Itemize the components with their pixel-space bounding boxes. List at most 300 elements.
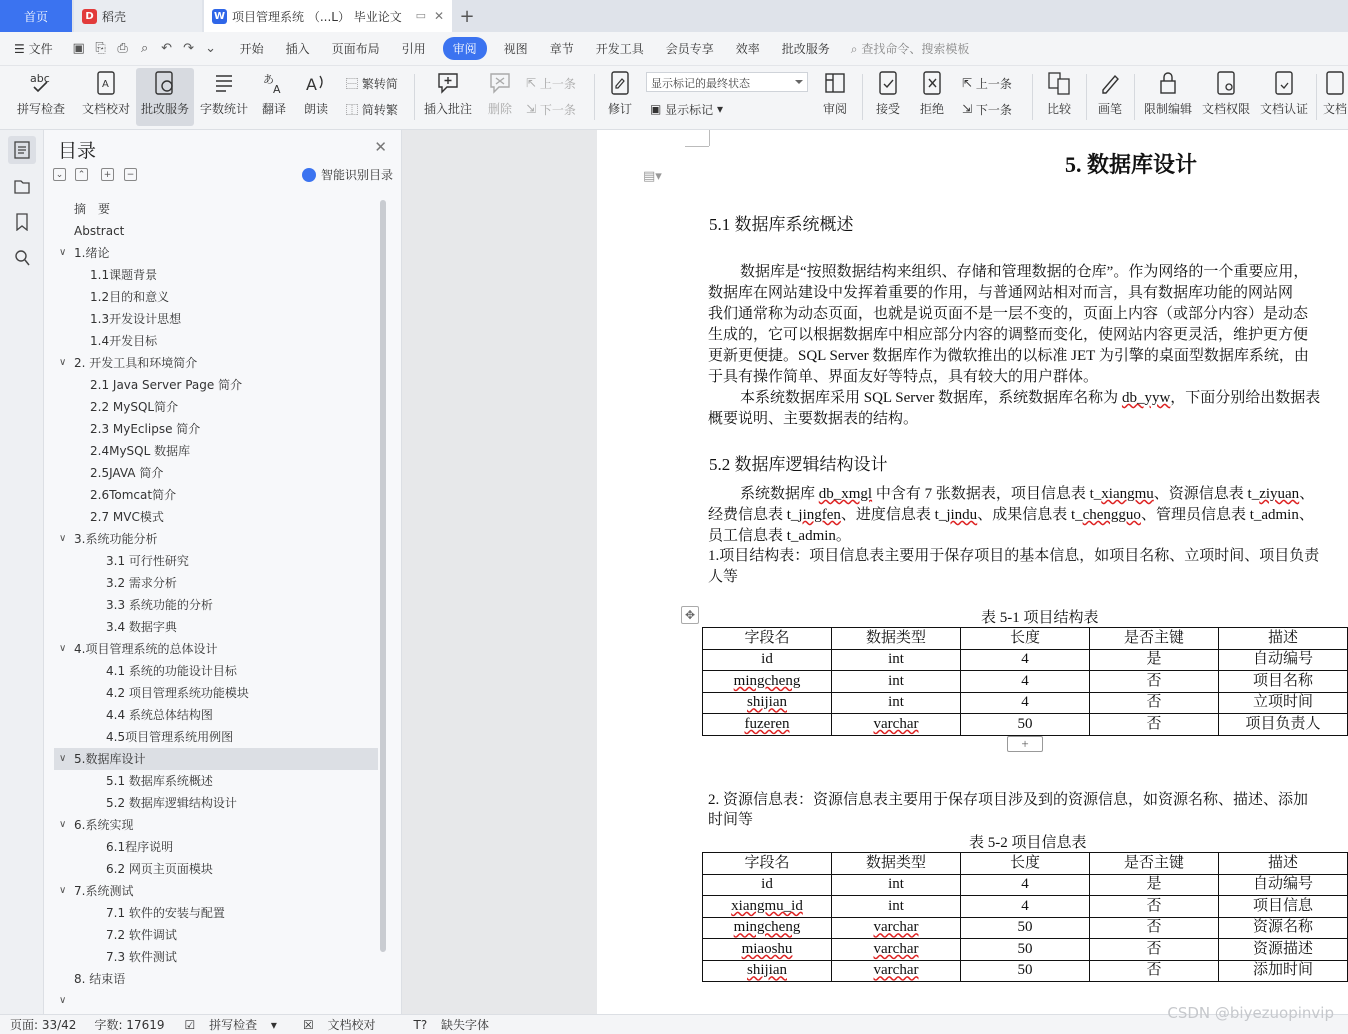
table-cell[interactable]: 自动编号	[1219, 649, 1348, 671]
paragraph-line: 概要说明、主要数据表的结构。	[708, 411, 919, 427]
table-5-1[interactable]	[702, 627, 1348, 736]
next-change-label: 下一条	[975, 102, 1012, 117]
table-cell[interactable]: 资源描述	[1219, 939, 1348, 961]
bookmark-icon[interactable]	[8, 208, 36, 236]
quick-access-toolbar	[68, 41, 222, 56]
paragraph-line: 数据库在网站建设中发挥着重要的作用，与普通网站相对而言，具有数据库功能的网站网	[708, 285, 1294, 301]
insert-comment-label: 插入批注	[423, 102, 472, 116]
doc-rights-button[interactable]	[1200, 68, 1252, 126]
reject-label: 拒绝	[919, 102, 944, 116]
simp-to-trad-button[interactable]	[346, 98, 398, 120]
ribbon-divider	[862, 74, 863, 120]
expand-caret-icon[interactable]: ∨	[59, 753, 67, 764]
table-header-row	[703, 853, 1348, 875]
prev-change-label: 上一条	[975, 76, 1012, 91]
command-search-placeholder: 查找命令、搜索模板	[861, 42, 970, 56]
table-cell[interactable]: 资源名称	[1219, 917, 1348, 939]
table-cell[interactable]: 项目负责人	[1219, 714, 1348, 736]
menu-member[interactable]: 会员专享	[665, 42, 714, 56]
text-run: ziyuan	[1259, 486, 1300, 502]
page-count[interactable]: 页面: 33/42	[10, 1018, 77, 1032]
text-run: 、成果信息表 t_	[977, 507, 1083, 523]
table-cell[interactable]	[832, 714, 961, 736]
toc-item[interactable]	[54, 858, 378, 880]
menu-page-layout[interactable]: 页面布局	[331, 42, 380, 56]
toc-item[interactable]	[54, 660, 378, 682]
close-icon[interactable]: ✕	[374, 138, 387, 156]
save-icon[interactable]: ▣	[72, 41, 85, 56]
search-icon[interactable]	[8, 244, 36, 272]
table-header-cell[interactable]: 字段名	[703, 853, 832, 875]
toc-item[interactable]	[54, 924, 378, 946]
command-search[interactable]: ⌕ 查找命令、搜索模板	[850, 42, 970, 56]
table-row	[703, 896, 1348, 918]
smart-toc-icon	[302, 168, 316, 182]
toc-item-label: 2.6Tomcat简介	[90, 488, 177, 502]
table-cell[interactable]: 4	[961, 671, 1090, 693]
toc-item[interactable]	[54, 880, 378, 902]
redo-icon[interactable]: ↷	[183, 41, 195, 56]
cell-text: xiangmu_id	[731, 897, 803, 914]
more-chevron-icon[interactable]: ⌄	[205, 41, 217, 56]
accept-button[interactable]	[868, 68, 908, 126]
table-header-cell[interactable]: 长度	[961, 628, 1090, 650]
toc-item[interactable]	[54, 704, 378, 726]
table-header-cell[interactable]: 描述	[1219, 853, 1348, 875]
table-cell[interactable]: 否	[1090, 714, 1219, 736]
revise-service-button[interactable]	[136, 68, 194, 126]
table-cell[interactable]: int	[832, 692, 961, 714]
undo-icon[interactable]: ↶	[161, 41, 173, 56]
text-run: db_yyw	[1121, 390, 1171, 406]
ribbon-divider	[1032, 74, 1033, 120]
doc-proof-button[interactable]	[78, 68, 134, 126]
table-header-cell[interactable]: 长度	[961, 853, 1090, 875]
table-row	[703, 939, 1348, 961]
cell-text: varchar	[873, 919, 919, 936]
toc-item[interactable]	[54, 308, 378, 330]
table-header-cell[interactable]: 数据类型	[832, 628, 961, 650]
doc-cert-label: 文档认证	[1259, 102, 1308, 116]
print-icon[interactable]: ⎙	[117, 41, 128, 56]
expand-caret-icon[interactable]: ∨	[59, 995, 67, 1006]
toc-item[interactable]	[54, 748, 378, 770]
export-pdf-icon[interactable]: ⎘	[95, 41, 106, 56]
toc-item-label: 3.3 系统功能的分析	[106, 598, 213, 612]
tab-document-label: 项目管理系统 （...L） 毕业论文	[232, 9, 402, 24]
toc-item[interactable]	[54, 352, 378, 374]
doc-more-label: 文档	[1322, 102, 1347, 116]
table-cell[interactable]	[832, 917, 961, 939]
toc-item[interactable]	[54, 330, 378, 352]
accept-label: 接受	[875, 102, 900, 116]
paragraph-line: 生成的，它可以根据数据库中相应部分内容的调整而变化，使网站内容更灵活，维护更方便	[708, 327, 1309, 343]
cell-text: mingcheng	[733, 919, 801, 936]
expand-caret-icon[interactable]: ∨	[59, 885, 67, 896]
toc-item[interactable]	[54, 594, 378, 616]
table-cell[interactable]: 项目名称	[1219, 671, 1348, 693]
expand-caret-icon[interactable]: ∨	[59, 643, 67, 654]
toc-item-label: 7.系统测试	[74, 884, 134, 898]
table-cell[interactable]: 否	[1090, 896, 1219, 918]
table-cell[interactable]: 自动编号	[1219, 874, 1348, 896]
restrict-edit-label: 限制编辑	[1143, 102, 1192, 116]
read-aloud-icon	[302, 68, 330, 98]
table-cell[interactable]: 4	[961, 649, 1090, 671]
table-cell[interactable]: 50	[961, 714, 1090, 736]
table-cell[interactable]: 50	[961, 960, 1090, 982]
toc-item-label: 1.2目的和意义	[90, 290, 170, 304]
toc-item[interactable]	[54, 198, 378, 220]
toc-item[interactable]	[54, 264, 378, 286]
prev-change-icon: ⇱	[962, 76, 976, 90]
text-run: 、资源信息表 t_	[1153, 486, 1260, 502]
file-menu-label: 文件	[28, 42, 53, 56]
svg-text:A: A	[102, 79, 109, 90]
ribbon-divider	[1086, 74, 1087, 120]
tab-daoke[interactable]	[74, 0, 202, 32]
ribbon-divider	[1134, 74, 1135, 120]
table-cell[interactable]	[703, 939, 832, 961]
toc-item[interactable]	[54, 286, 378, 308]
menu-review[interactable]: 审阅	[443, 37, 487, 60]
table-header-cell[interactable]: 数据类型	[832, 853, 961, 875]
close-tab-icon[interactable]: ✕	[433, 9, 444, 23]
text-run: xiangmu	[1101, 486, 1154, 502]
chevron-down-icon: ▾	[267, 1018, 277, 1032]
insert-comment-icon	[434, 68, 462, 98]
table-cell[interactable]: 立项时间	[1219, 692, 1348, 714]
paragraph-line: 员工信息表 t_admin。	[708, 528, 851, 544]
prev-change-button[interactable]	[962, 72, 1012, 94]
toc-item[interactable]	[54, 814, 378, 836]
text-run: jingfen	[798, 507, 841, 523]
spell-check-button[interactable]	[8, 68, 74, 126]
doc-cert-button[interactable]	[1258, 68, 1310, 126]
toc-item-label: 2.1 Java Server Page 简介	[90, 378, 243, 392]
toc-item[interactable]	[54, 220, 378, 242]
toc-panel-icon[interactable]	[8, 136, 36, 164]
text-run: 、	[1299, 486, 1315, 502]
table-move-handle-icon[interactable]: ✥	[681, 606, 699, 624]
toc-item[interactable]	[54, 440, 378, 462]
new-tab-button[interactable]: +	[459, 5, 475, 27]
simp-to-trad-label: 简转繁	[361, 102, 398, 117]
review-pane-icon	[821, 68, 849, 98]
toc-item[interactable]	[54, 990, 378, 1012]
translate-label: 翻译	[261, 102, 286, 116]
trad-simp-icon: ⿱	[346, 76, 362, 91]
delete-comment-button[interactable]	[480, 68, 520, 126]
toc-item-label: 2.5JAVA 简介	[90, 466, 164, 480]
toc-item[interactable]	[54, 682, 378, 704]
delete-comment-label: 删除	[487, 102, 512, 116]
tab-daoke-label: 稻壳	[102, 9, 127, 24]
revise-service-icon	[151, 68, 179, 98]
revise-service-label: 批改服务	[140, 102, 189, 116]
crop-mark	[685, 146, 709, 147]
compare-label: 比较	[1046, 102, 1071, 116]
menu-developer[interactable]: 开发工具	[595, 42, 644, 56]
pen-button[interactable]	[1092, 68, 1128, 126]
toc-item-label: 2.3 MyEclipse 简介	[90, 422, 201, 436]
daoke-icon: D	[82, 9, 97, 24]
simp-trad-icon: ⿰	[346, 102, 362, 117]
cell-text: varchar	[873, 940, 919, 957]
table-cell[interactable]: 是	[1090, 874, 1219, 896]
table-cell[interactable]: 否	[1090, 671, 1219, 693]
table-header-cell[interactable]: 字段名	[703, 628, 832, 650]
track-changes-button[interactable]	[600, 68, 640, 126]
menu-references[interactable]: 引用	[401, 42, 426, 56]
table-cell[interactable]	[703, 896, 832, 918]
crop-mark	[709, 130, 710, 146]
table-cell[interactable]: id	[703, 649, 832, 671]
show-markup-button[interactable]	[650, 98, 723, 120]
table-cell[interactable]: 否	[1090, 939, 1219, 961]
toc-item[interactable]	[54, 946, 378, 968]
toc-item[interactable]	[54, 726, 378, 748]
toc-item[interactable]	[54, 550, 378, 572]
section-heading-5-1: 5.1 数据库系统概述	[709, 215, 854, 234]
cell-text: mingcheng	[733, 672, 801, 689]
expand-caret-icon[interactable]: ∨	[59, 533, 67, 544]
text-run: db_xmgl	[818, 486, 873, 502]
compare-button[interactable]	[1038, 68, 1080, 126]
tab-document[interactable]	[204, 0, 452, 32]
spell-check-icon	[27, 68, 55, 98]
table-cell[interactable]	[703, 692, 832, 714]
document-page[interactable]	[597, 130, 1348, 1014]
tab-home[interactable]: 首页	[0, 0, 72, 32]
doc-more-button[interactable]	[1322, 68, 1348, 126]
missing-font-status[interactable]	[404, 1016, 490, 1033]
toc-item-label: 4.5项目管理系统用例图	[106, 730, 234, 744]
smart-toc-button[interactable]	[302, 166, 393, 183]
read-aloud-button[interactable]	[298, 68, 334, 126]
expand-caret-icon[interactable]: ∨	[59, 819, 67, 830]
toc-item[interactable]	[54, 902, 378, 924]
toc-item-label: 8. 结束语	[74, 972, 126, 986]
toc-item-label: 1.4开发目标	[90, 334, 158, 348]
doc-more-icon	[1322, 68, 1348, 98]
window-mode-icon[interactable]: ▭	[415, 9, 426, 22]
toc-item[interactable]	[54, 462, 378, 484]
table-cell[interactable]: 4	[961, 874, 1090, 896]
toc-item-label: 2. 开发工具和环境简介	[74, 356, 198, 370]
doc-proof-label: 文档校对	[81, 102, 130, 116]
toc-item[interactable]	[54, 374, 378, 396]
toc-item[interactable]	[54, 242, 378, 264]
show-markup-label: 显示标记	[665, 102, 714, 117]
text-run: 本系统数据库采用 SQL Server 数据库，系统数据库名称为	[740, 390, 1122, 406]
remove-heading-icon[interactable]: −	[124, 168, 137, 181]
doc-proof-status[interactable]	[293, 1016, 376, 1033]
table-cell[interactable]: id	[703, 874, 832, 896]
word-count-label: 字数统计	[199, 102, 248, 116]
translate-button[interactable]	[254, 68, 294, 126]
toc-item[interactable]	[54, 396, 378, 418]
table-cell[interactable]: 否	[1090, 692, 1219, 714]
prev-comment-icon: ⇱	[526, 76, 540, 90]
watermark: CSDN @biyezuopinvip	[1167, 1004, 1334, 1022]
cell-text: shijian	[747, 694, 787, 711]
doc-rights-icon	[1212, 68, 1240, 98]
toc-item[interactable]	[54, 572, 378, 594]
table-cell[interactable]: 是	[1090, 649, 1219, 671]
toc-item[interactable]	[54, 484, 378, 506]
trad-to-simp-button[interactable]	[346, 72, 398, 94]
table-cell[interactable]: 50	[961, 917, 1090, 939]
menu-view[interactable]: 视图	[503, 42, 528, 56]
text-run: jindu	[946, 507, 978, 523]
paragraph-line: 我们通常称为动态页面，也就是说页面不是一层不变的，页面上内容（或部分内容）是动态	[708, 306, 1309, 322]
review-pane-button[interactable]	[814, 68, 856, 126]
table-cell[interactable]: int	[832, 874, 961, 896]
menu-chapter[interactable]: 章节	[549, 42, 574, 56]
table-cell[interactable]: 否	[1090, 917, 1219, 939]
next-change-icon: ⇲	[962, 102, 976, 116]
next-comment-label: 下一条	[539, 102, 576, 117]
table-cell[interactable]: 4	[961, 896, 1090, 918]
table-header-cell[interactable]: 是否主键	[1090, 628, 1219, 650]
toc-item[interactable]	[54, 528, 378, 550]
paragraph-line: 2. 资源信息表：资源信息表主要用于保存项目涉及到的资源信息，如资源名称、描述、添加	[708, 792, 1309, 808]
ribbon-divider	[594, 74, 595, 120]
table-header-row	[703, 628, 1348, 650]
text-run: chengguo	[1082, 507, 1141, 523]
text-run: 经费信息表 t_	[708, 507, 799, 523]
insert-comment-button[interactable]	[420, 68, 476, 126]
menu-insert[interactable]: 插入	[285, 42, 310, 56]
collapse-all-icon[interactable]: ⌄	[53, 168, 66, 181]
table-cell[interactable]	[832, 939, 961, 961]
table-cell[interactable]: int	[832, 896, 961, 918]
table-cell[interactable]: 项目信息	[1219, 896, 1348, 918]
add-row-button[interactable]: +	[1007, 736, 1043, 752]
table-row	[703, 874, 1348, 896]
toc-item-label: 6.1程序说明	[106, 840, 174, 854]
paragraph-line: 更新更便捷。SQL Server 数据库作为微软推出的以标准 JET 为引擎的桌面型数据库系统，由	[708, 348, 1309, 364]
smart-toc-label: 智能识别目录	[320, 168, 393, 182]
next-comment-button[interactable]	[526, 98, 576, 120]
table-cell[interactable]: 添加时间	[1219, 960, 1348, 982]
markup-state-select[interactable]: 显示标记的最终状态	[646, 72, 808, 92]
page-menu-icon[interactable]: ▤▾	[643, 168, 662, 183]
table-header-cell[interactable]: 描述	[1219, 628, 1348, 650]
word-count-button[interactable]	[198, 68, 250, 126]
menu-start[interactable]: 开始	[239, 42, 264, 56]
chapter-heading: 5. 数据库设计	[1065, 152, 1198, 177]
spell-check-status-label: 拼写检查	[209, 1018, 258, 1032]
add-heading-icon[interactable]: +	[101, 168, 114, 181]
paragraph-line: 于具有操作简单、界面友好等特点，具有较大的用户群体。	[708, 369, 1099, 385]
toc-item-label: 1.1课题背景	[90, 268, 158, 282]
toc-item[interactable]	[54, 968, 378, 990]
show-markup-chevron-icon: ▾	[713, 102, 724, 116]
doc-cert-icon	[1270, 68, 1298, 98]
text-run: 、管理员信息表 t_admin、	[1140, 507, 1314, 523]
toc-item[interactable]	[54, 836, 378, 858]
table-header-cell[interactable]: 是否主键	[1090, 853, 1219, 875]
table-5-2[interactable]	[702, 852, 1348, 982]
text-run: ，下面分别给出数据表	[1170, 390, 1321, 406]
toc-item[interactable]	[54, 418, 378, 440]
cell-text: shijian	[747, 962, 787, 979]
lock-icon	[1154, 68, 1182, 98]
toc-item[interactable]	[54, 506, 378, 528]
pen-label: 画笔	[1097, 102, 1122, 116]
toc-item-label: 3.1 可行性研究	[106, 554, 189, 568]
table-cell[interactable]: int	[832, 671, 961, 693]
toc-item-label: 3.4 数据字典	[106, 620, 177, 634]
prev-comment-button[interactable]	[526, 72, 576, 94]
table-cell[interactable]	[703, 960, 832, 982]
toc-item-label: 7.2 软件调试	[106, 928, 177, 942]
page-gutter	[402, 130, 597, 1014]
read-aloud-label: 朗读	[303, 102, 328, 116]
translate-icon	[260, 68, 288, 98]
toc-item-label: 2.2 MySQL简介	[90, 400, 179, 414]
review-ribbon	[0, 66, 1348, 130]
table-cell[interactable]	[832, 960, 961, 982]
expand-caret-icon[interactable]: ∨	[59, 357, 67, 368]
prev-comment-label: 上一条	[539, 76, 576, 91]
table-row	[703, 917, 1348, 939]
toc-item[interactable]	[54, 638, 378, 660]
menu-revise-service[interactable]: 批改服务	[781, 42, 830, 56]
show-markup-icon: ▣	[650, 102, 666, 116]
svg-text:A: A	[306, 75, 317, 94]
table-row	[703, 692, 1348, 714]
track-changes-icon	[606, 68, 634, 98]
table-cell[interactable]: int	[832, 649, 961, 671]
spell-check-status[interactable]	[175, 1016, 277, 1033]
pen-icon	[1096, 68, 1124, 98]
table-cell[interactable]: 否	[1090, 960, 1219, 982]
table-cell[interactable]	[703, 671, 832, 693]
expand-up-icon[interactable]: ⌃	[75, 168, 88, 181]
print-preview-icon[interactable]: ⌕	[140, 41, 149, 56]
restrict-edit-button[interactable]	[1140, 68, 1196, 126]
svg-text:あ: あ	[263, 73, 274, 86]
next-change-button[interactable]	[962, 98, 1012, 120]
cell-text: miaoshu	[741, 940, 793, 957]
toc-item[interactable]	[54, 792, 378, 814]
word-count-icon	[210, 68, 238, 98]
doc-proof-status-label: 文档校对	[327, 1018, 376, 1032]
word-count[interactable]: 字数: 17619	[94, 1018, 165, 1032]
table-cell[interactable]: 4	[961, 692, 1090, 714]
chapter-nav-icon[interactable]	[8, 172, 36, 200]
file-menu[interactable]: ☰ 文件	[14, 42, 53, 56]
menu-efficiency[interactable]: 效率	[735, 42, 760, 56]
toc-item-label: 6.2 网页主页面模块	[106, 862, 213, 876]
paragraph-line: 时间等	[708, 812, 754, 828]
toc-scrollbar[interactable]	[380, 200, 386, 952]
menu-bar	[0, 32, 1348, 66]
reject-button[interactable]	[912, 68, 952, 126]
toc-item[interactable]	[54, 616, 378, 638]
svg-text:abc: abc	[30, 72, 50, 85]
next-comment-icon: ⇲	[526, 102, 540, 116]
toc-item-label: 摘 要	[74, 202, 111, 216]
table-cell[interactable]: 50	[961, 939, 1090, 961]
toc-item[interactable]	[54, 770, 378, 792]
expand-caret-icon[interactable]: ∨	[59, 247, 67, 258]
table-cell[interactable]	[703, 917, 832, 939]
table-cell[interactable]	[703, 714, 832, 736]
